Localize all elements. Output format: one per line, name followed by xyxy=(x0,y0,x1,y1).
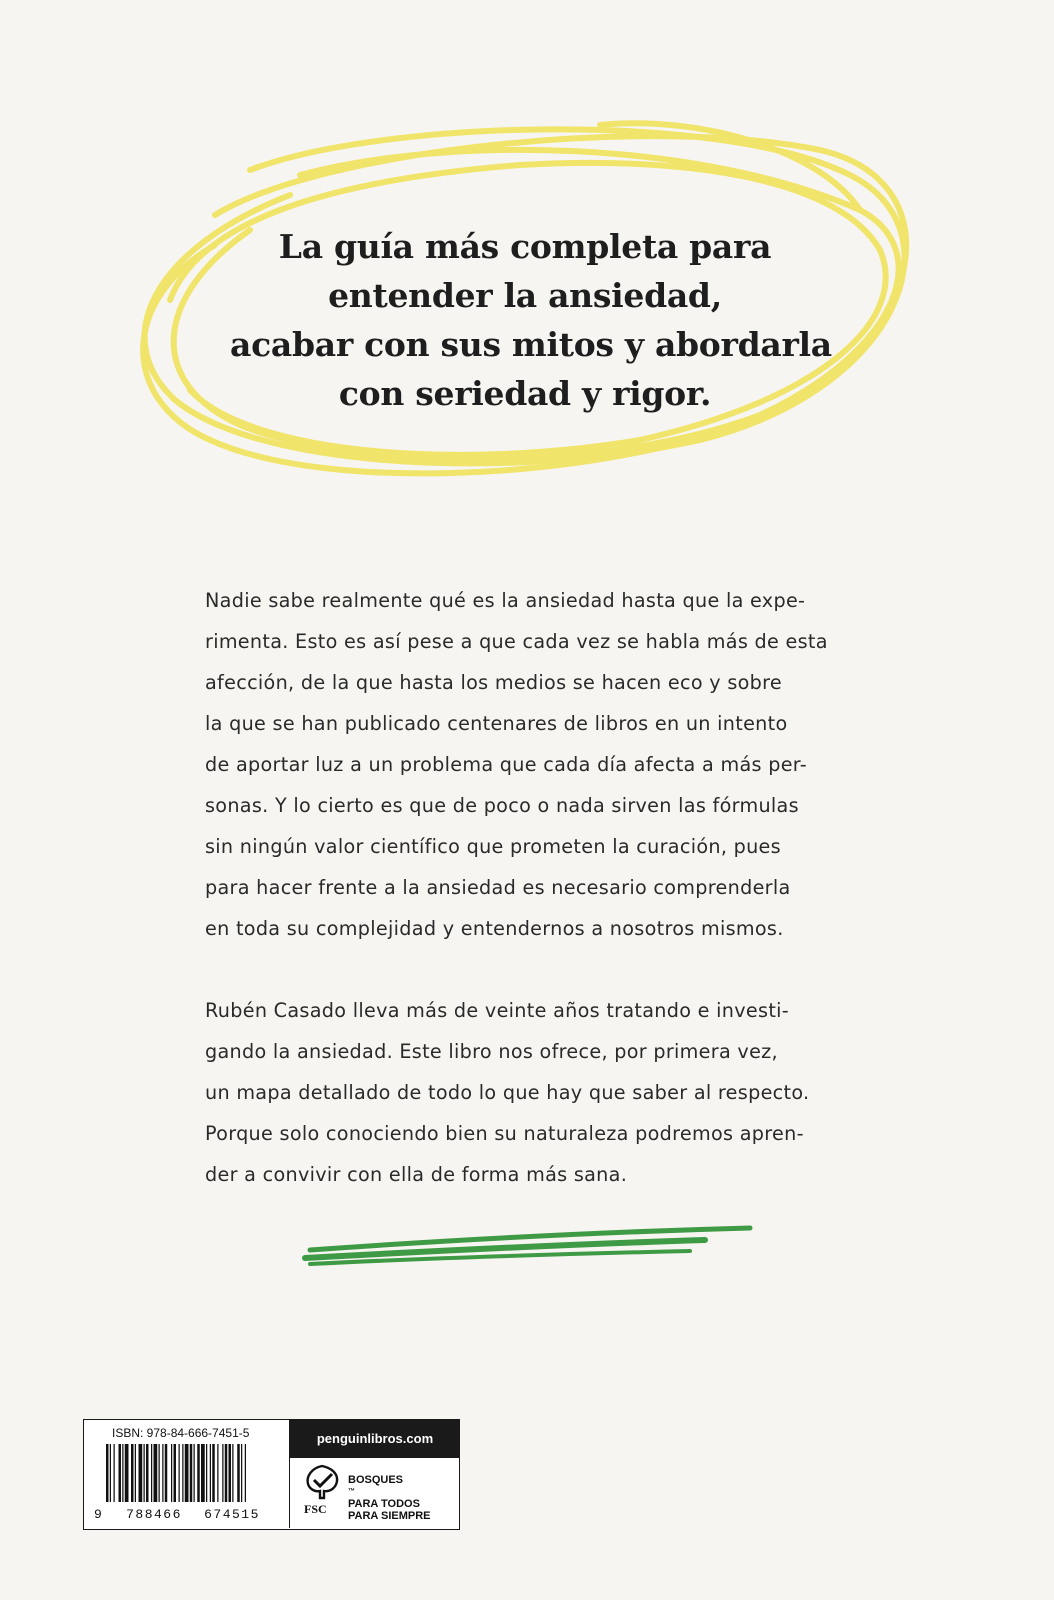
barcode-bar xyxy=(194,1444,195,1502)
synopsis-line: Nadie sabe realmente qué es la ansiedad hasta que la expe- xyxy=(205,589,806,612)
barcode-bar xyxy=(179,1444,180,1502)
barcode-bar xyxy=(114,1444,115,1502)
barcode-bar xyxy=(232,1444,233,1502)
synopsis-line: de aportar luz a un problema que cada día afecta a más per- xyxy=(205,753,807,776)
fsc-line: BOSQUES xyxy=(348,1474,404,1486)
barcode-bar xyxy=(212,1444,215,1502)
barcode-bar xyxy=(151,1444,152,1502)
barcode-bar xyxy=(237,1444,240,1502)
fsc-line: PARA SIEMPRE xyxy=(348,1510,431,1522)
publisher-panel xyxy=(289,1420,460,1528)
synopsis-line: para hacer frente a la ansiedad es necesario comprenderla xyxy=(205,876,791,899)
barcode-bar xyxy=(225,1444,228,1502)
barcode-bar xyxy=(162,1444,163,1502)
synopsis-line: un mapa detallado de todo lo que hay que saber al respecto. xyxy=(205,1081,810,1104)
barcode-bar xyxy=(165,1444,168,1502)
barcode-bar xyxy=(159,1444,160,1502)
fsc-line: PARA TODOS xyxy=(348,1498,420,1510)
barcode-bar xyxy=(135,1444,136,1502)
barcode-bar xyxy=(144,1444,145,1502)
barcode-bar xyxy=(122,1444,123,1502)
tagline-line: acabar con sus mitos y abordarla xyxy=(230,325,832,364)
synopsis-line: Porque solo conociendo bien su naturaleza podremos apren- xyxy=(205,1122,804,1145)
barcode-bar xyxy=(210,1444,211,1502)
barcode-block xyxy=(83,1419,460,1530)
publisher-url: penguinlibros.com xyxy=(290,1420,460,1458)
trademark-mark: ™ xyxy=(348,1488,355,1495)
barcode-bar xyxy=(185,1444,189,1502)
synopsis-line: en toda su complejidad y entendernos a nosotros mismos. xyxy=(205,917,784,940)
synopsis-line: der a convivir con ella de forma más sana. xyxy=(205,1163,628,1186)
barcode-bar xyxy=(222,1444,223,1502)
barcode-bar xyxy=(106,1444,109,1502)
barcode-bar xyxy=(206,1444,207,1502)
barcode-bar xyxy=(217,1444,218,1502)
synopsis-line: sonas. Y lo cierto es que de poco o nada sirven las fórmulas xyxy=(205,794,799,817)
barcode-bar xyxy=(174,1444,177,1502)
barcode-bar xyxy=(245,1444,246,1502)
synopsis-line: la que se han publicado centenares de libros en un intento xyxy=(205,712,788,735)
barcode-bar xyxy=(154,1444,158,1502)
synopsis-line: Rubén Casado lleva más de veinte años tratando e investi- xyxy=(205,999,790,1022)
barcode xyxy=(92,1444,284,1524)
synopsis-line: rimenta. Esto es así pese a que cada vez se habla más de esta xyxy=(205,630,828,653)
isbn-label: ISBN: 978-84-666-7451-5 xyxy=(112,1426,250,1440)
synopsis-line: afección, de la que hasta los medios se hacen eco y sobre xyxy=(205,671,783,694)
fsc-logo xyxy=(300,1464,455,1524)
tagline-line: con seriedad y rigor. xyxy=(338,374,712,413)
barcode-digits: 674515 xyxy=(204,1507,260,1522)
synopsis-line: gando la ansiedad. Este libro nos ofrece, por primera vez, xyxy=(205,1040,778,1063)
tagline-line: La guía más completa para xyxy=(278,227,772,266)
barcode-bar xyxy=(182,1444,183,1502)
barcode-bar xyxy=(190,1444,193,1502)
barcode-bar xyxy=(241,1444,242,1502)
tree-check-icon xyxy=(302,1464,342,1500)
barcode-bar xyxy=(131,1444,134,1502)
tagline-line: entender la ansiedad, xyxy=(328,276,722,315)
barcode-digits: 788466 xyxy=(126,1507,182,1522)
barcode-bar xyxy=(197,1444,200,1502)
barcode-digits: 9 xyxy=(94,1507,104,1522)
barcode-bar xyxy=(110,1444,111,1502)
barcode-bar xyxy=(125,1444,129,1502)
fsc-tagline xyxy=(348,1474,431,1522)
barcode-bar xyxy=(171,1444,172,1502)
fsc-label: FSC xyxy=(304,1502,327,1516)
barcode-bar xyxy=(139,1444,143,1502)
barcode-bar xyxy=(119,1444,122,1502)
synopsis-line: sin ningún valor científico que prometen la curación, pues xyxy=(205,835,781,858)
barcode-bar xyxy=(201,1444,205,1502)
barcode-bar xyxy=(146,1444,149,1502)
barcode-bar xyxy=(229,1444,232,1502)
